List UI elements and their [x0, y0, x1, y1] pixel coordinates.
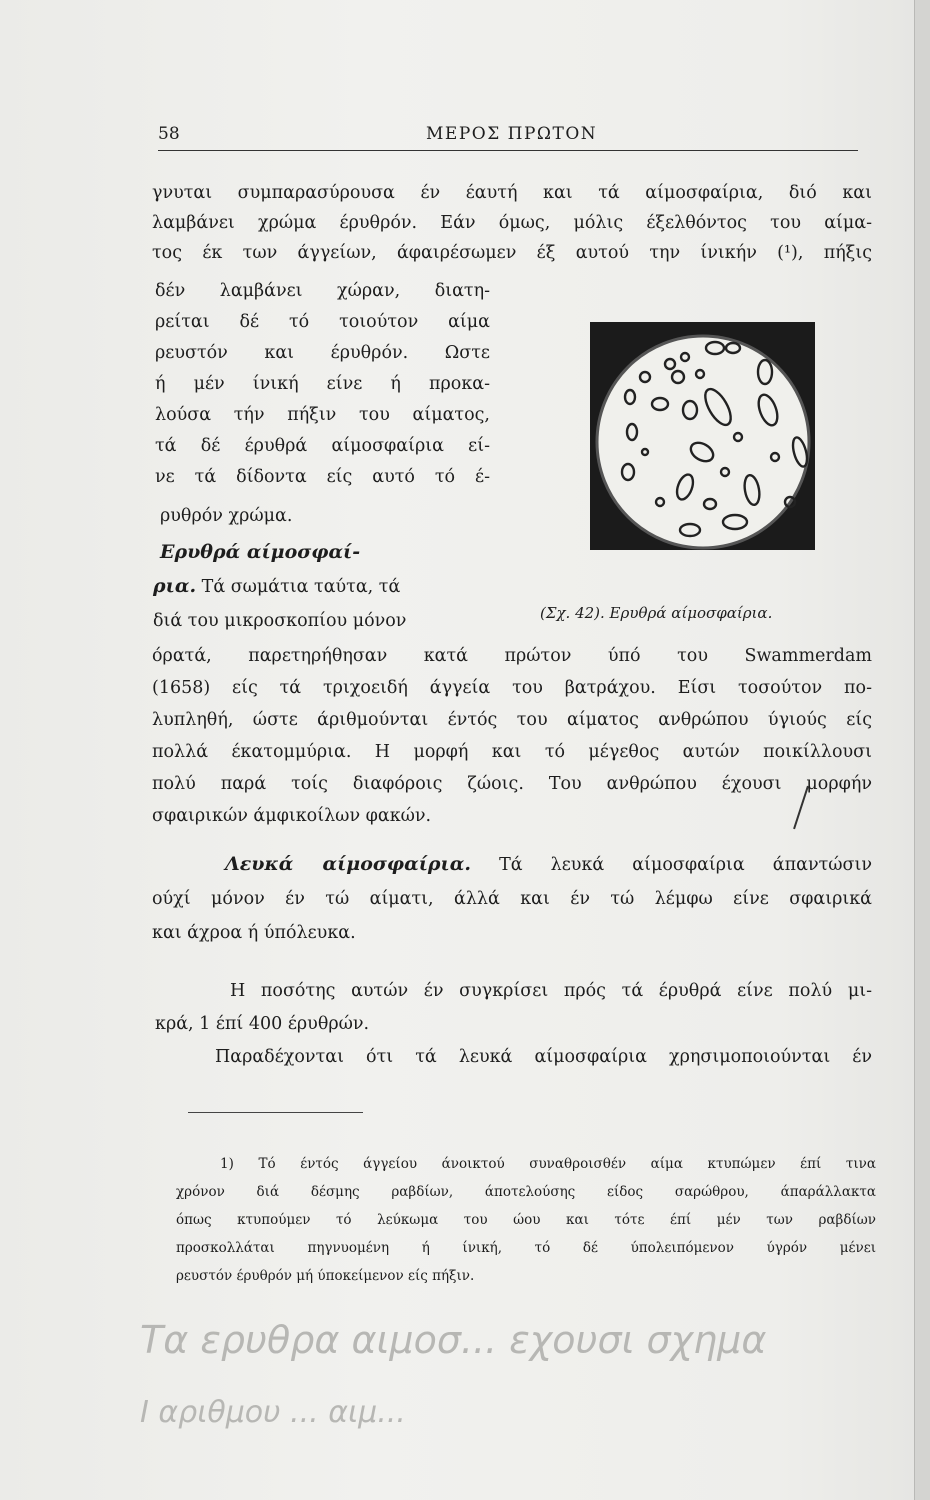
pencil-note: Ι αριθμου ... αιμ... — [140, 1395, 406, 1430]
section-white-line2: ούχί μόνον έν τώ αίματι, άλλά και έν τώ λέμφω είνε σφαιρικά — [152, 889, 872, 909]
footnote-rule — [188, 1112, 363, 1113]
section-red-text: Τά σωμάτια ταύτα, τά — [201, 577, 401, 597]
body-line: ρευστόν και έρυθρόν. Ωστε — [155, 343, 490, 363]
figure-caption: (Σχ. 42). Ερυθρά αίμοσφαίρια. — [540, 604, 773, 622]
figure-42-micrograph — [590, 322, 815, 550]
footnote-line: 1) Τό έντός άγγείου άνοικτού συναθροισθέν αίμα κτυπώμεν έπί τινα — [220, 1156, 876, 1172]
body-line: τά δέ έρυθρά αίμοσφαίρια εί- — [155, 436, 490, 456]
body-line: γνυται συμπαρασύρουσα έν έαυτή και τά αίμοσφαίρια, διό και — [152, 183, 872, 203]
body-line: πολλά έκατομμύρια. Η μορφή και τό μέγεθος αυτών ποικίλλουσι — [152, 742, 872, 762]
footnote-line: ρευστόν έρυθρόν μή ύποκείμενον είς πήξιν. — [176, 1268, 475, 1284]
section-white-line3: και άχροα ή ύπόλευκα. — [152, 923, 356, 943]
body-line: λαμβάνει χρώμα έρυθρόν. Εάν όμως, μόλις έξελθόντος του αίμα- — [152, 213, 872, 233]
body-line: ή μέν ίνική είνε ή προκα- — [155, 374, 490, 394]
section-white-text: Τά λευκά αίμοσφαίρια άπαντώσιν — [499, 855, 872, 875]
pencil-note: Τα ερυθρα αιμοσ... εχουσι σχημα — [140, 1318, 767, 1362]
page-edge — [914, 0, 930, 1500]
footnote-line: προσκολλάται πηγνυομένη ή ίνική, τό δέ ύπολειπόμενον ύγρόν μένει — [176, 1240, 876, 1256]
body-line: ρείται δέ τό τοιούτον αίμα — [155, 312, 490, 332]
section-white-line1 — [225, 853, 872, 876]
body-line: κρά, 1 έπί 400 έρυθρών. — [155, 1014, 370, 1034]
section-red-line1 — [153, 575, 400, 598]
micrograph-drawing — [590, 322, 815, 550]
section-heading-white: Λευκά αίμοσφαίρια. — [225, 853, 471, 875]
body-line: λούσα τήν πήξιν του αίματος, — [155, 405, 490, 425]
body-line: δέν λαμβάνει χώραν, διατη- — [155, 281, 490, 301]
body-line: πολύ παρά τοίς διαφόροις ζώοις. Του ανθρώπου έχουσι μορφήν — [152, 774, 872, 794]
body-line: λυπληθή, ώστε άριθμούνται έντός του αίματος ανθρώπου ύγιούς είς — [152, 710, 872, 730]
body-line: (1658) είς τά τριχοειδή άγγεία του βατράχου. Είσι τοσούτον πο- — [152, 678, 872, 698]
section-heading-red: Ερυθρά αίμοσφαί- — [160, 541, 361, 563]
footnote-line: όπως κτυπούμεν τό λεύκωμα του ώου και τότε έπί μέν των ραβδίων — [176, 1212, 876, 1228]
body-line: σφαιρικών άμφικοίλων φακών. — [152, 806, 432, 826]
section-heading-red-end: ρια. — [153, 575, 197, 597]
running-title: ΜΕΡΟΣ ΠΡΩΤΟΝ — [426, 124, 598, 144]
body-line: τος έκ των άγγείων, άφαιρέσωμεν έξ αυτού την ίνικήν (¹), πήξις — [152, 243, 872, 263]
body-line: Η ποσότης αυτών έν συγκρίσει πρός τά έρυθρά είνε πολύ μι- — [230, 981, 872, 1001]
body-line: ρυθρόν χρώμα. — [160, 506, 293, 526]
body-line: νε τά δίδοντα είς αυτό τό έ- — [155, 467, 490, 487]
body-line: όρατά, παρετηρήθησαν κατά πρώτον ύπό του Swammerdam — [152, 646, 872, 666]
header-rule — [158, 150, 858, 151]
body-line: Παραδέχονται ότι τά λευκά αίμοσφαίρια χρησιμοποιούνται έν — [215, 1047, 872, 1067]
microscope-field — [597, 336, 809, 548]
footnote-line: χρόνον διά δέσμης ραβδίων, άποτελούσης είδος σαρώθρου, άπαράλλακτα — [176, 1184, 876, 1200]
page-header — [158, 124, 858, 154]
page-number: 58 — [158, 124, 180, 144]
section-red-line2: διά του μικροσκοπίου μόνον — [153, 611, 407, 631]
